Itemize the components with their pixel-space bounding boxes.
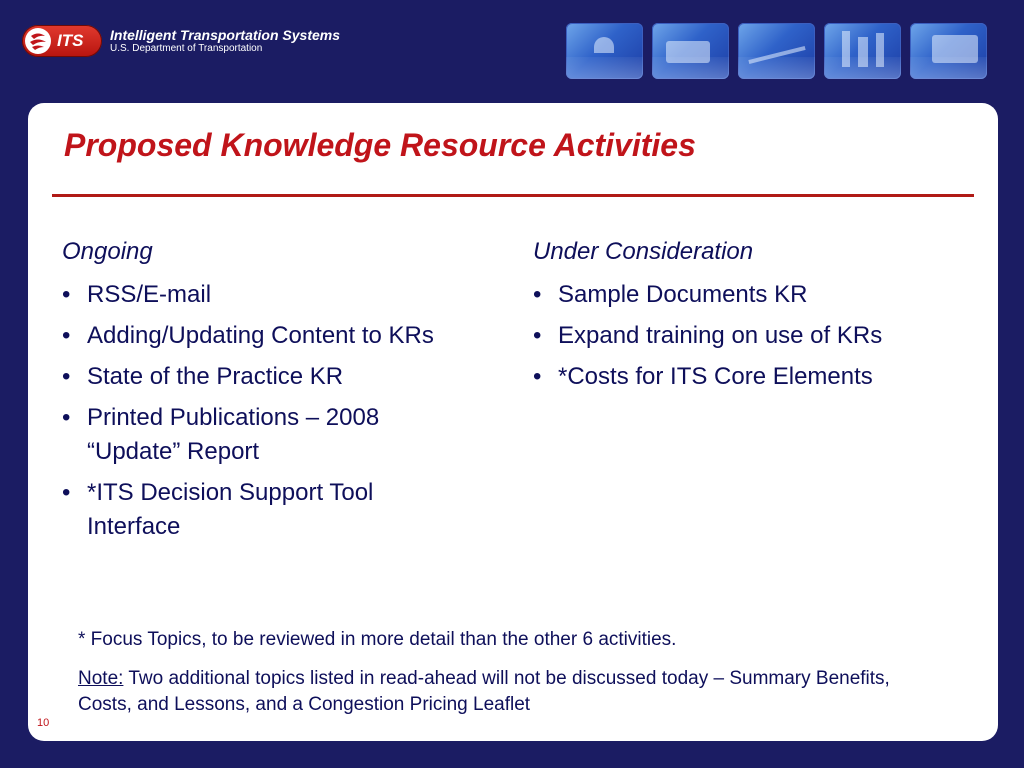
list-item	[62, 360, 472, 394]
its-logo	[22, 24, 340, 58]
list-item	[62, 401, 472, 469]
slide-title: Proposed Knowledge Resource Activities	[64, 127, 696, 163]
page-number: 10	[37, 717, 50, 729]
ongoing-column	[62, 237, 472, 551]
under-consideration-heading: Under Consideration	[533, 238, 754, 265]
truck-photo-icon	[910, 23, 987, 79]
header-banner	[0, 0, 1024, 100]
logo-badge-text: ITS	[57, 31, 84, 50]
ongoing-list	[62, 278, 472, 544]
logo-text	[110, 27, 340, 55]
list-item	[62, 278, 472, 312]
bullet-icon: •	[533, 363, 542, 390]
list-item	[62, 476, 472, 544]
under-consideration-column	[533, 237, 973, 401]
footnote: * Focus Topics, to be reviewed in more detail than the other 6 activities.	[78, 629, 677, 650]
under-consideration-list	[533, 278, 973, 394]
logo-subtitle: U.S. Department of Transportation	[110, 43, 263, 54]
list-item-text: *Costs for ITS Core Elements	[558, 363, 873, 390]
ambulance-photo-icon	[652, 23, 729, 79]
its-logo-badge	[22, 25, 102, 57]
list-item-text: Expand training on use of KRs	[558, 322, 883, 349]
tunnel-photo-icon	[566, 23, 643, 79]
ongoing-heading: Ongoing	[62, 238, 153, 265]
list-item-text: Printed Publications – 2008 “Update” Report	[87, 404, 380, 465]
bullet-icon: •	[62, 404, 71, 431]
bullet-icon: •	[62, 479, 71, 506]
note-text: Two additional topics listed in read-ahead will not be discussed today – Summary Benefits, Costs, and Lessons, and a Congestion Pricing Leaflet	[78, 668, 890, 715]
city-photo-icon	[824, 23, 901, 79]
list-item-text: Adding/Updating Content to KRs	[87, 322, 434, 349]
logo-title: Intelligent Transportation Systems	[110, 27, 341, 43]
bullet-icon: •	[62, 363, 71, 390]
title-divider	[52, 194, 974, 197]
list-item	[533, 360, 973, 394]
list-item-text: *ITS Decision Support Tool Interface	[87, 479, 374, 540]
bullet-icon: •	[62, 322, 71, 349]
list-item-text: Sample Documents KR	[558, 281, 808, 308]
list-item	[62, 319, 472, 353]
note-label: Note:	[78, 668, 124, 689]
swirl-icon	[25, 28, 51, 54]
bullet-icon: •	[533, 322, 542, 349]
header-photo-strip	[566, 23, 987, 79]
list-item	[533, 319, 973, 353]
highway-photo-icon	[738, 23, 815, 79]
slide-footer-notes	[78, 628, 938, 718]
note	[78, 666, 938, 718]
list-item	[533, 278, 973, 312]
slide-content-panel	[28, 103, 998, 741]
list-item-text: State of the Practice KR	[87, 363, 344, 390]
bullet-icon: •	[533, 281, 542, 308]
bullet-icon: •	[62, 281, 71, 308]
list-item-text: RSS/E-mail	[87, 281, 212, 308]
